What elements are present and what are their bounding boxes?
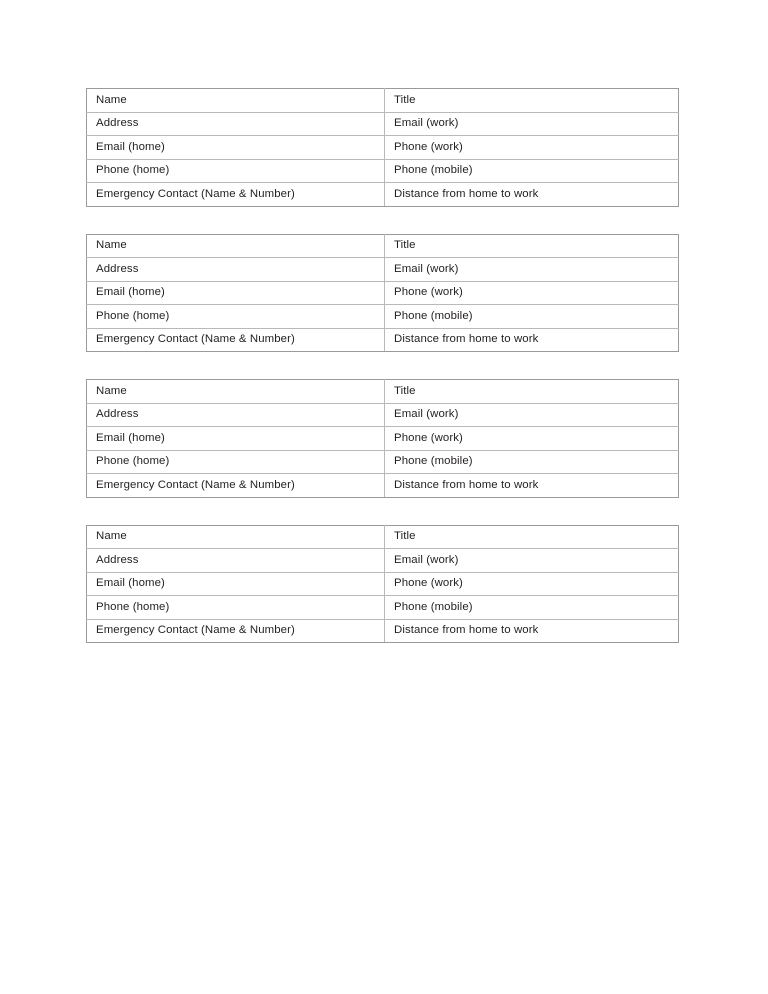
field-label-name: Name <box>87 525 385 549</box>
field-label-address: Address <box>87 112 385 136</box>
table-row <box>87 474 679 498</box>
field-label-emergency-contact: Emergency Contact (Name & Number) <box>87 328 385 352</box>
table-row <box>87 403 679 427</box>
table-row <box>87 183 679 207</box>
field-label-phone-mobile: Phone (mobile) <box>385 159 679 183</box>
table-row <box>87 112 679 136</box>
table-row <box>87 427 679 451</box>
field-label-title: Title <box>385 525 679 549</box>
table-row <box>87 258 679 282</box>
field-label-emergency-contact: Emergency Contact (Name & Number) <box>87 183 385 207</box>
field-label-name: Name <box>87 89 385 113</box>
table-row <box>87 596 679 620</box>
field-label-address: Address <box>87 403 385 427</box>
table-row <box>87 549 679 573</box>
table-row <box>87 380 679 404</box>
field-label-distance-to-work: Distance from home to work <box>385 474 679 498</box>
table-row <box>87 525 679 549</box>
table-row <box>87 89 679 113</box>
field-label-phone-home: Phone (home) <box>87 596 385 620</box>
field-label-distance-to-work: Distance from home to work <box>385 183 679 207</box>
contact-form-table-2 <box>86 234 679 353</box>
table-row <box>87 234 679 258</box>
contact-forms-container <box>86 88 678 643</box>
field-label-email-home: Email (home) <box>87 281 385 305</box>
table-row <box>87 572 679 596</box>
field-label-name: Name <box>87 234 385 258</box>
field-label-email-home: Email (home) <box>87 136 385 160</box>
field-label-name: Name <box>87 380 385 404</box>
field-label-phone-work: Phone (work) <box>385 281 679 305</box>
field-label-emergency-contact: Emergency Contact (Name & Number) <box>87 619 385 643</box>
field-label-email-work: Email (work) <box>385 112 679 136</box>
field-label-address: Address <box>87 549 385 573</box>
field-label-phone-work: Phone (work) <box>385 427 679 451</box>
table-row <box>87 305 679 329</box>
field-label-email-work: Email (work) <box>385 403 679 427</box>
contact-form-table-4 <box>86 525 679 644</box>
contact-form-table-3 <box>86 379 679 498</box>
field-label-title: Title <box>385 234 679 258</box>
field-label-phone-mobile: Phone (mobile) <box>385 596 679 620</box>
table-row <box>87 136 679 160</box>
field-label-distance-to-work: Distance from home to work <box>385 619 679 643</box>
table-row <box>87 159 679 183</box>
table-row <box>87 450 679 474</box>
table-row <box>87 328 679 352</box>
field-label-email-home: Email (home) <box>87 572 385 596</box>
field-label-title: Title <box>385 89 679 113</box>
field-label-phone-home: Phone (home) <box>87 450 385 474</box>
field-label-phone-work: Phone (work) <box>385 572 679 596</box>
field-label-email-work: Email (work) <box>385 258 679 282</box>
field-label-emergency-contact: Emergency Contact (Name & Number) <box>87 474 385 498</box>
field-label-distance-to-work: Distance from home to work <box>385 328 679 352</box>
field-label-phone-work: Phone (work) <box>385 136 679 160</box>
contact-form-table-1 <box>86 88 679 207</box>
field-label-title: Title <box>385 380 679 404</box>
field-label-phone-home: Phone (home) <box>87 305 385 329</box>
field-label-email-work: Email (work) <box>385 549 679 573</box>
field-label-phone-mobile: Phone (mobile) <box>385 450 679 474</box>
field-label-phone-home: Phone (home) <box>87 159 385 183</box>
field-label-email-home: Email (home) <box>87 427 385 451</box>
field-label-phone-mobile: Phone (mobile) <box>385 305 679 329</box>
field-label-address: Address <box>87 258 385 282</box>
table-row <box>87 281 679 305</box>
table-row <box>87 619 679 643</box>
